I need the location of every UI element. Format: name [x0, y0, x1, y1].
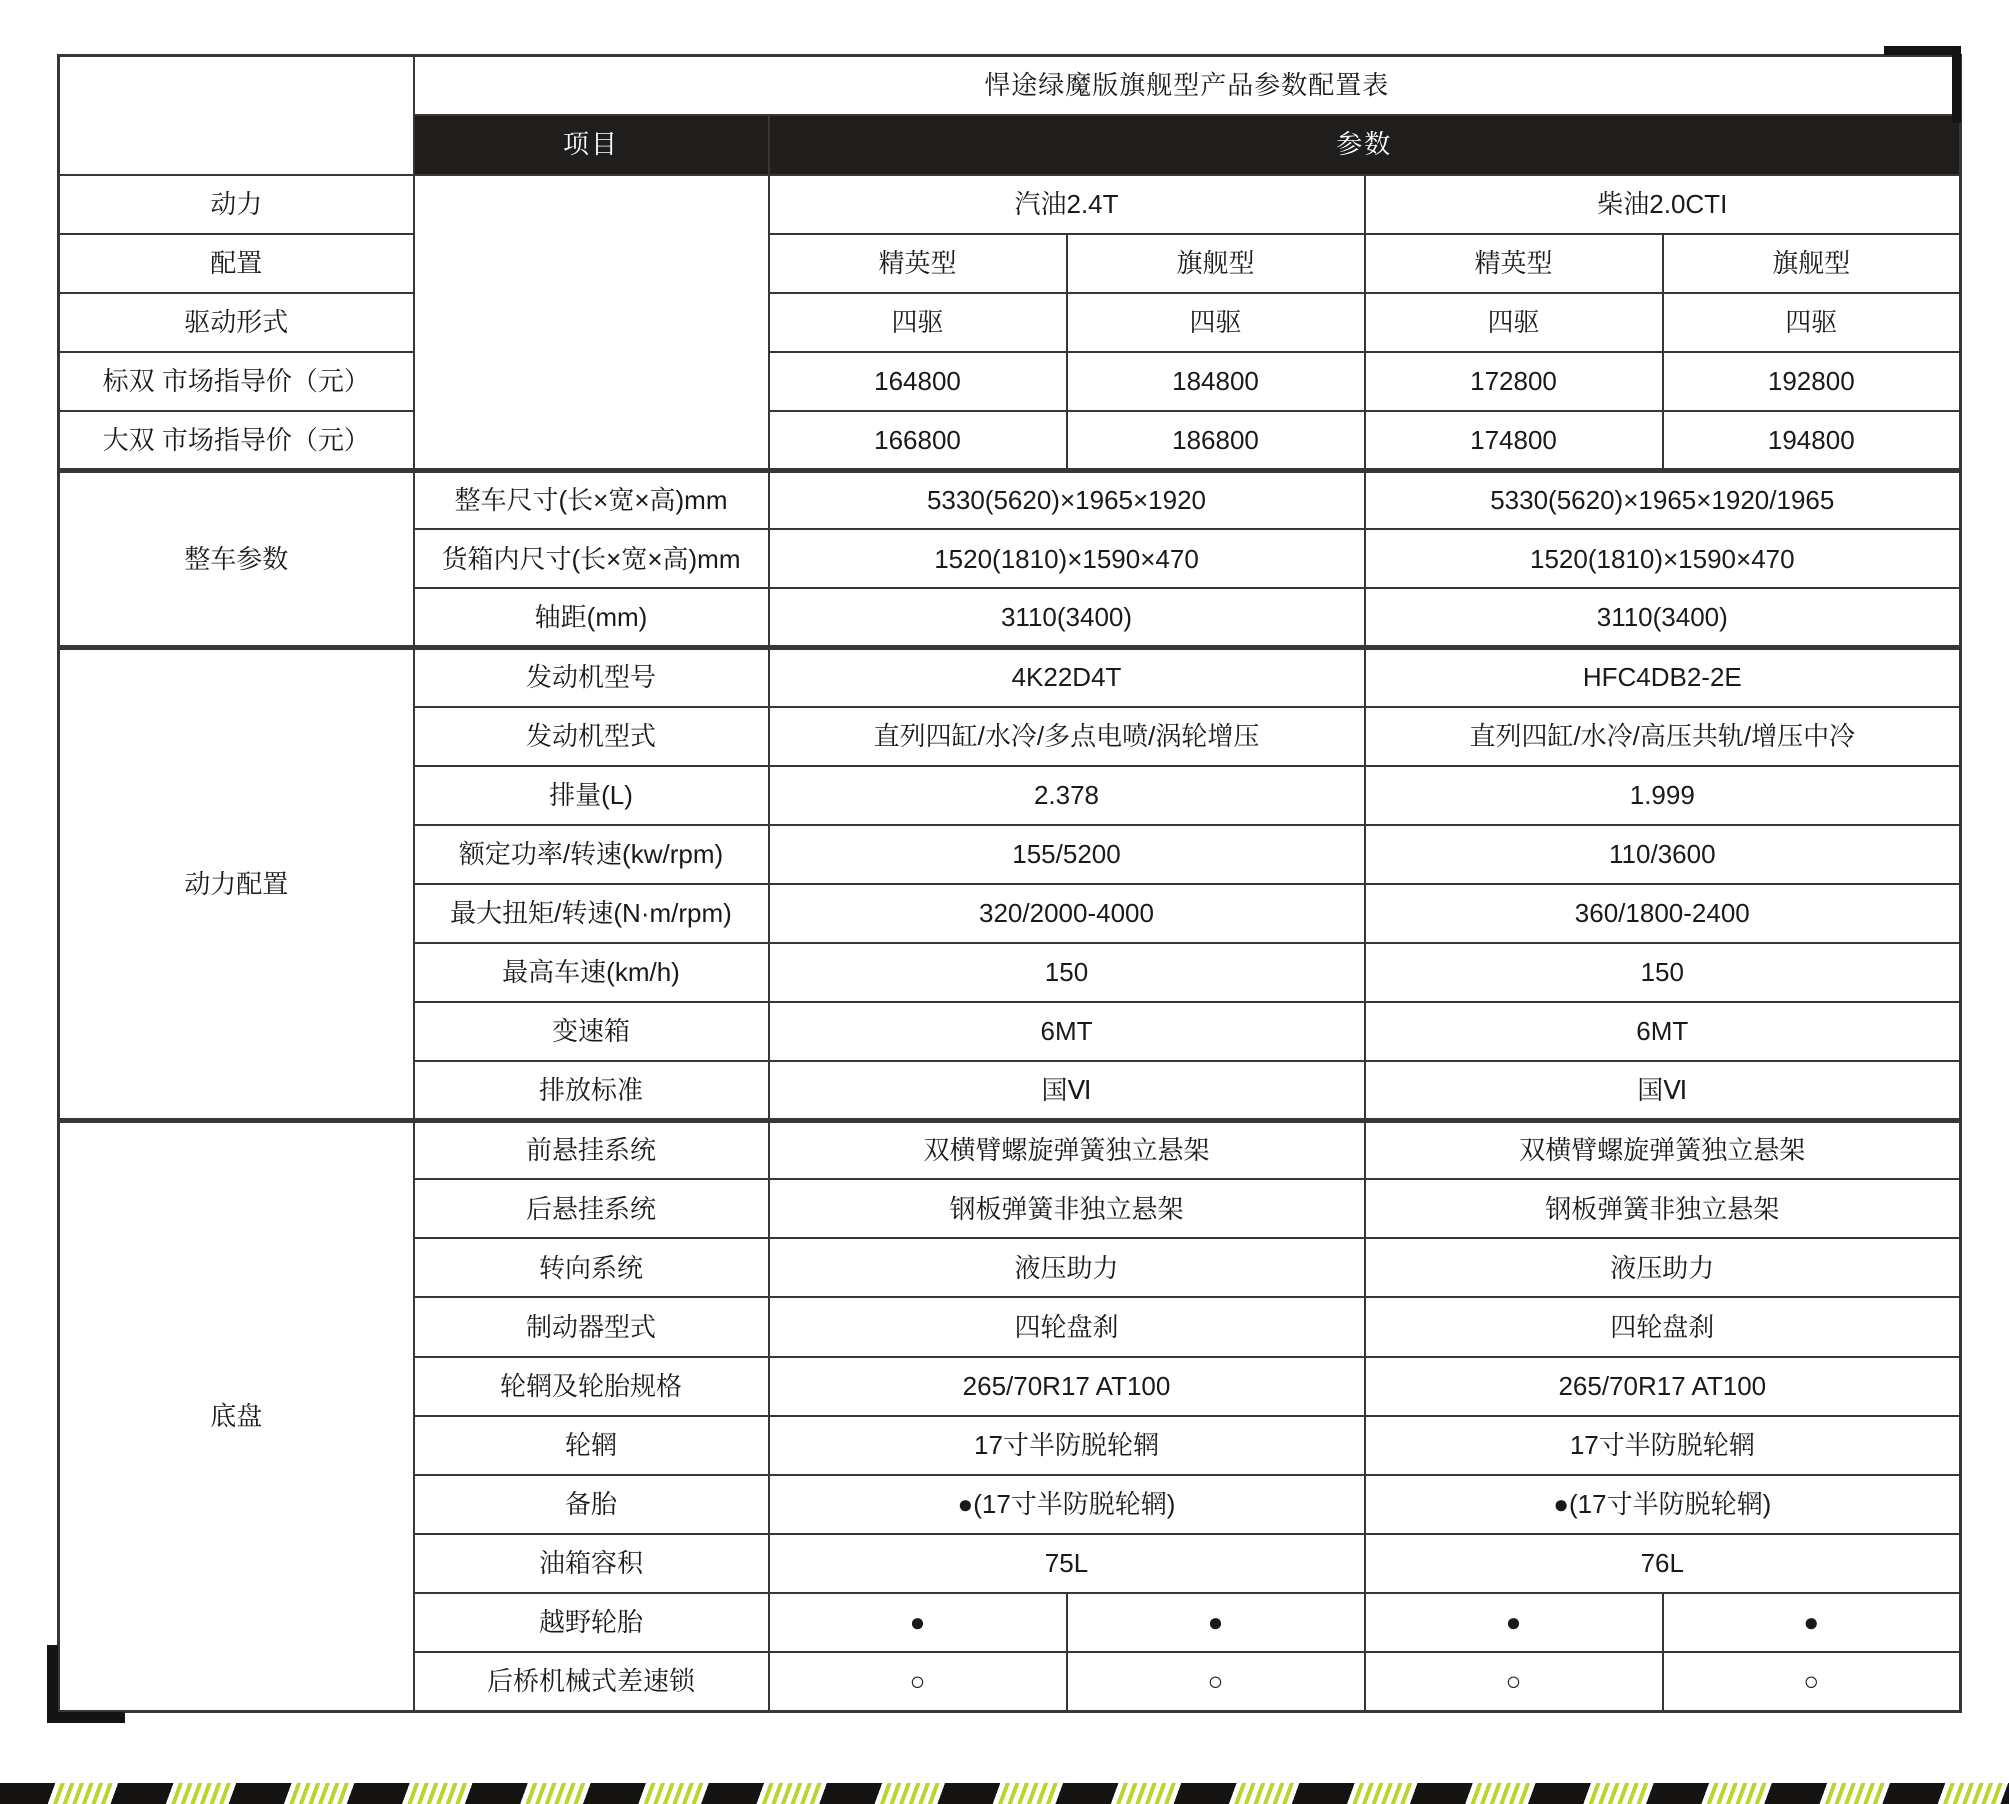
row-label-cell: 前悬挂系统 [414, 1120, 769, 1179]
table-row-engine-model [59, 647, 1961, 706]
optional-circle-cell: ○ [1663, 1652, 1961, 1711]
value-cell: 双横臂螺旋弹簧独立悬架 [769, 1120, 1365, 1179]
row-label-cell: 后悬挂系统 [414, 1179, 769, 1238]
value-cell: ●(17寸半防脱轮辋) [769, 1475, 1365, 1534]
standard-dot-cell: ● [769, 1593, 1067, 1652]
value-cell: 液压助力 [1365, 1238, 1961, 1297]
value-cell: 6MT [769, 1002, 1365, 1061]
value-cell: ●(17寸半防脱轮辋) [1365, 1475, 1961, 1534]
value-cell: 166800 [769, 411, 1067, 470]
header-item-cell: 项目 [414, 115, 769, 175]
corner-bracket-bottom-left [47, 1645, 125, 1723]
value-cell: 184800 [1067, 352, 1365, 411]
value-cell: 192800 [1663, 352, 1961, 411]
row-label-cell: 额定功率/转速(kw/rpm) [414, 825, 769, 884]
row-label-cell: 大双 市场指导价（元） [59, 411, 414, 470]
row-label-cell: 转向系统 [414, 1238, 769, 1297]
value-cell: 国Ⅵ [769, 1061, 1365, 1120]
row-label-cell: 货箱内尺寸(长×宽×高)mm [414, 529, 769, 588]
value-cell: 1.999 [1365, 766, 1961, 825]
row-label-cell: 动力 [59, 175, 414, 234]
value-cell: 17寸半防脱轮辋 [769, 1416, 1365, 1475]
row-label-cell: 越野轮胎 [414, 1593, 769, 1652]
value-cell: 四驱 [1663, 293, 1961, 352]
optional-circle-cell: ○ [1067, 1652, 1365, 1711]
value-cell: 精英型 [1365, 234, 1663, 293]
value-cell: 旗舰型 [1067, 234, 1365, 293]
table-row-dimensions [59, 470, 1961, 529]
value-cell: 2.378 [769, 766, 1365, 825]
group-label-cell-powertrain: 动力配置 [59, 647, 414, 1120]
group-label-cell-vehicle: 整车参数 [59, 470, 414, 647]
value-cell: 双横臂螺旋弹簧独立悬架 [1365, 1120, 1961, 1179]
spec-table [57, 54, 1962, 1713]
row-label-cell: 整车尺寸(长×宽×高)mm [414, 470, 769, 529]
row-label-cell: 排放标准 [414, 1061, 769, 1120]
value-cell: 6MT [1365, 1002, 1961, 1061]
value-cell: 汽油2.4T [769, 175, 1365, 234]
row-label-cell: 最高车速(km/h) [414, 943, 769, 1002]
row-label-cell: 标双 市场指导价（元） [59, 352, 414, 411]
value-cell: 四轮盘刹 [1365, 1297, 1961, 1356]
corner-bracket-top-right [1884, 46, 1961, 123]
hazard-stripe-band [0, 1783, 2009, 1804]
table-row-drivetrain [59, 293, 1961, 352]
value-cell: 精英型 [769, 234, 1067, 293]
value-cell: 75L [769, 1534, 1365, 1593]
value-cell: 4K22D4T [769, 647, 1365, 706]
row-label-cell: 后桥机械式差速锁 [414, 1652, 769, 1711]
value-cell: 直列四缸/水冷/多点电喷/涡轮增压 [769, 707, 1365, 766]
value-cell: 265/70R17 AT100 [769, 1357, 1365, 1416]
row-label-cell: 制动器型式 [414, 1297, 769, 1356]
value-cell: 150 [1365, 943, 1961, 1002]
row-label-cell: 轮辋 [414, 1416, 769, 1475]
value-cell: HFC4DB2-2E [1365, 647, 1961, 706]
value-cell: 110/3600 [1365, 825, 1961, 884]
value-cell: 1520(1810)×1590×470 [769, 529, 1365, 588]
table-row-price-large [59, 411, 1961, 470]
value-cell: 5330(5620)×1965×1920/1965 [1365, 470, 1961, 529]
standard-dot-cell: ● [1365, 1593, 1663, 1652]
row-label-cell: 轮辋及轮胎规格 [414, 1357, 769, 1416]
value-cell: 国Ⅵ [1365, 1061, 1961, 1120]
value-cell: 1520(1810)×1590×470 [1365, 529, 1961, 588]
row-label-cell: 驱动形式 [59, 293, 414, 352]
value-cell: 76L [1365, 1534, 1961, 1593]
row-label-cell: 轴距(mm) [414, 588, 769, 647]
header-param-cell: 参数 [769, 115, 1961, 175]
standard-dot-cell: ● [1067, 1593, 1365, 1652]
standard-dot-cell: ● [1663, 1593, 1961, 1652]
value-cell: 17寸半防脱轮辋 [1365, 1416, 1961, 1475]
optional-circle-cell: ○ [1365, 1652, 1663, 1711]
value-cell: 194800 [1663, 411, 1961, 470]
value-cell: 四轮盘刹 [769, 1297, 1365, 1356]
table-row-trim [59, 234, 1961, 293]
value-cell: 320/2000-4000 [769, 884, 1365, 943]
optional-circle-cell: ○ [769, 1652, 1067, 1711]
value-cell: 5330(5620)×1965×1920 [769, 470, 1365, 529]
value-cell: 液压助力 [769, 1238, 1365, 1297]
table-row-power [59, 175, 1961, 234]
value-cell: 钢板弹簧非独立悬架 [1365, 1179, 1961, 1238]
row-label-cell: 发动机型式 [414, 707, 769, 766]
row-label-cell: 变速箱 [414, 1002, 769, 1061]
blank-merged-cell [414, 175, 769, 470]
value-cell: 3110(3400) [769, 588, 1365, 647]
row-label-cell: 配置 [59, 234, 414, 293]
value-cell: 钢板弹簧非独立悬架 [769, 1179, 1365, 1238]
value-cell: 3110(3400) [1365, 588, 1961, 647]
value-cell: 186800 [1067, 411, 1365, 470]
row-label-cell: 发动机型号 [414, 647, 769, 706]
value-cell: 旗舰型 [1663, 234, 1961, 293]
value-cell: 四驱 [1365, 293, 1663, 352]
row-label-cell: 备胎 [414, 1475, 769, 1534]
value-cell: 155/5200 [769, 825, 1365, 884]
table-title: 悍途绿魔版旗舰型产品参数配置表 [414, 56, 1961, 115]
value-cell: 164800 [769, 352, 1067, 411]
group-label-cell-chassis: 底盘 [59, 1120, 414, 1711]
value-cell: 265/70R17 AT100 [1365, 1357, 1961, 1416]
value-cell: 174800 [1365, 411, 1663, 470]
value-cell: 柴油2.0CTI [1365, 175, 1961, 234]
row-label-cell: 排量(L) [414, 766, 769, 825]
blank-corner-cell [59, 56, 414, 175]
value-cell: 150 [769, 943, 1365, 1002]
value-cell: 172800 [1365, 352, 1663, 411]
value-cell: 四驱 [1067, 293, 1365, 352]
row-label-cell: 最大扭矩/转速(N·m/rpm) [414, 884, 769, 943]
row-label-cell: 油箱容积 [414, 1534, 769, 1593]
table-row-front-suspension [59, 1120, 1961, 1179]
value-cell: 直列四缸/水冷/高压共轨/增压中冷 [1365, 707, 1961, 766]
table-row-price-standard [59, 352, 1961, 411]
title-row [59, 56, 1961, 115]
value-cell: 360/1800-2400 [1365, 884, 1961, 943]
value-cell: 四驱 [769, 293, 1067, 352]
